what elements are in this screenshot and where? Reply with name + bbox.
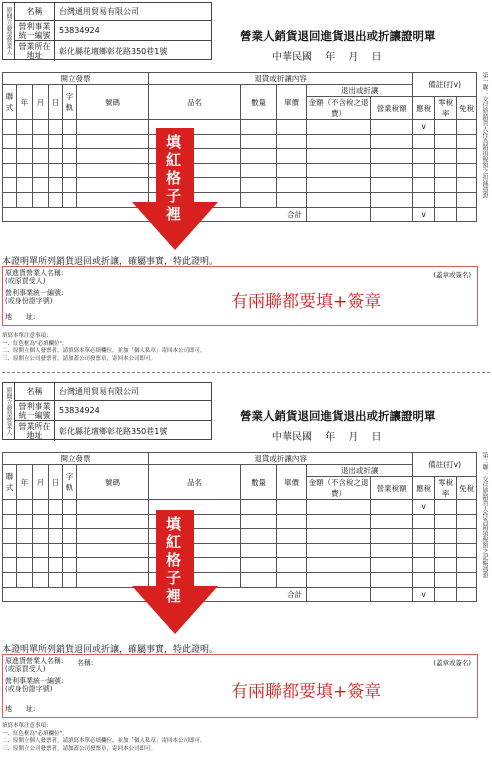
statement-text: 本證明單所列銷貨退回或折讓，確屬事實，特此證明。 bbox=[2, 257, 219, 267]
seal-label: (蓋章或簽名) bbox=[433, 271, 471, 279]
col-number: 號碼 bbox=[77, 85, 149, 120]
col-day: 日 bbox=[49, 85, 63, 120]
col-type: 聯式 bbox=[3, 85, 17, 120]
form-title: 營業人銷貨退回進貨退出或折讓證明單 bbox=[240, 409, 436, 423]
col-track: 字軌 bbox=[63, 465, 77, 500]
seller-taxid-row bbox=[15, 401, 211, 421]
group-return-header: 退貨或折讓內容 bbox=[149, 73, 413, 85]
seller-taxid-label: 營利事業統一編號 bbox=[15, 21, 55, 40]
col-month: 月 bbox=[33, 85, 49, 120]
seller-taxid-label: 營利事業統一編號 bbox=[15, 401, 55, 420]
note-line: 三、原開立公司發票者，請加蓋公司發票章，寄回本公司即可。 bbox=[2, 355, 157, 362]
arrow-annotation-text: 填紅格子裡 bbox=[164, 134, 182, 224]
buyer-name-sub-label: (或原買受人) bbox=[5, 277, 46, 285]
seller-name-value[interactable]: 台灣通用貿易有限公司 bbox=[59, 7, 139, 16]
group-remark-header: 備註(打v) bbox=[413, 453, 477, 477]
table-row[interactable] bbox=[3, 192, 477, 207]
col-price: 單價 bbox=[277, 85, 307, 120]
col-item: 品名 bbox=[149, 85, 241, 120]
sub-amount-header: 退出或折讓 bbox=[307, 85, 413, 97]
note-line: 填寫本單注意事項： bbox=[2, 333, 52, 339]
check-taxable[interactable]: v bbox=[413, 500, 435, 515]
buyer-name-short-label: 名稱: bbox=[77, 659, 94, 667]
buyer-tax-label: 營利事業統一編號: bbox=[5, 677, 64, 685]
col-month: 月 bbox=[33, 465, 49, 500]
col-year: 年 bbox=[17, 85, 33, 120]
col-price: 單價 bbox=[277, 465, 307, 500]
total-label: 合計 bbox=[3, 207, 307, 222]
side-note: 第一聯：交付原銷貨人作為銷項稅額之扣減憑證 bbox=[481, 72, 488, 198]
group-invoice-header: 開立發票 bbox=[3, 73, 149, 85]
seller-info-box bbox=[2, 2, 212, 60]
col-qty: 數量 bbox=[241, 85, 277, 120]
notes-block bbox=[2, 333, 206, 363]
col-tax: 營業稅額 bbox=[371, 477, 413, 500]
table-row[interactable] bbox=[3, 178, 477, 193]
arrow-annotation-text: 填紅格子裡 bbox=[164, 516, 182, 606]
seller-addr-label: 營業所在地址 bbox=[15, 41, 55, 61]
seller-addr-value[interactable]: 彰化縣花壇鄉彰花路350巷1號 bbox=[59, 46, 168, 56]
group-remark-header: 備註(打v) bbox=[413, 73, 477, 97]
col-type: 聯式 bbox=[3, 465, 17, 500]
col-year: 年 bbox=[17, 465, 33, 500]
seller-taxid-row bbox=[15, 21, 211, 41]
col-qty: 數量 bbox=[241, 465, 277, 500]
form-copy-2 bbox=[0, 380, 492, 761]
seller-taxid-value[interactable]: 53834924 bbox=[59, 406, 100, 415]
seller-addr-value[interactable]: 彰化縣花壇鄉彰花路350巷1號 bbox=[59, 426, 168, 436]
return-items-table bbox=[2, 452, 477, 602]
check-taxable[interactable]: v bbox=[413, 120, 435, 135]
buyer-info-box[interactable] bbox=[2, 654, 478, 718]
table-total-row bbox=[3, 587, 477, 602]
table-row[interactable] bbox=[3, 163, 477, 178]
table-row[interactable] bbox=[3, 134, 477, 149]
notice-text: 有兩聯都要填+簽章 bbox=[231, 292, 382, 312]
seller-vertical-label: 原開立發票營業人 bbox=[3, 3, 15, 59]
col-tax: 營業稅額 bbox=[371, 97, 413, 120]
col-exempt: 免稅 bbox=[457, 97, 477, 120]
seller-name-row bbox=[15, 383, 211, 401]
buyer-name-sub-label: (或原買受人) bbox=[5, 665, 46, 673]
buyer-tax-label: 營利事業統一編號: bbox=[5, 289, 64, 297]
seller-name-row bbox=[15, 3, 211, 21]
buyer-addr-label: 地 址: bbox=[5, 313, 36, 321]
group-return-header: 退貨或折讓內容 bbox=[149, 453, 413, 465]
col-taxable: 應稅 bbox=[413, 97, 435, 120]
form-copy-1 bbox=[0, 0, 492, 372]
seller-name-label: 名稱 bbox=[15, 3, 55, 20]
group-invoice-header: 開立發票 bbox=[3, 453, 149, 465]
buyer-name-label: 原進貨營業人名稱: bbox=[5, 269, 64, 277]
check-taxable-total[interactable]: v bbox=[413, 207, 435, 222]
table-row[interactable] bbox=[3, 543, 477, 558]
statement-text: 本證明單所列銷貨退回或折讓，確屬事實，特此證明。 bbox=[2, 645, 219, 655]
col-amount: 金額（不含稅之退費） bbox=[308, 98, 369, 118]
buyer-tax-sub-label: (或身份證字號) bbox=[5, 297, 53, 305]
note-line: 三、原開立公司發票者，請加蓋公司發票章，寄回本公司即可。 bbox=[2, 745, 157, 752]
seller-addr-label: 營業所在地址 bbox=[15, 421, 55, 441]
col-taxable: 應稅 bbox=[413, 477, 435, 500]
table-row[interactable] bbox=[3, 514, 477, 529]
seller-name-value[interactable]: 台灣通用貿易有限公司 bbox=[59, 387, 139, 396]
seller-info-box bbox=[2, 382, 212, 440]
table-row[interactable] bbox=[3, 529, 477, 544]
seller-addr-row bbox=[15, 421, 211, 441]
seller-addr-row bbox=[15, 41, 211, 61]
seal-label: (蓋章或簽名) bbox=[433, 659, 471, 667]
col-exempt: 免稅 bbox=[457, 477, 477, 500]
form-title: 營業人銷貨退回進貨退出或折讓證明單 bbox=[240, 29, 436, 43]
seller-vertical-label: 原開立發票營業人 bbox=[3, 383, 15, 439]
check-taxable-total[interactable]: v bbox=[413, 587, 435, 602]
notes-block bbox=[2, 723, 206, 753]
note-line: 一、紅色框為"必填欄位"。 bbox=[2, 340, 68, 347]
table-row[interactable] bbox=[3, 120, 477, 135]
col-item: 品名 bbox=[149, 465, 241, 500]
col-amount: 金額（不含稅之退費） bbox=[308, 478, 369, 498]
side-note: 第二聯：交付原銷貨人作為銷項稅額之記帳憑證 bbox=[481, 452, 488, 578]
buyer-name-label: 原進貨營業人名稱: bbox=[5, 657, 64, 665]
col-zero-rate: 零稅率 bbox=[435, 97, 457, 120]
total-label: 合計 bbox=[3, 587, 307, 602]
table-total-row bbox=[3, 207, 477, 222]
form-date-line: 中華民國 年 月 日 bbox=[272, 432, 382, 443]
table-row[interactable] bbox=[3, 572, 477, 587]
note-line: 一、紅色框為"必填欄位"。 bbox=[2, 730, 68, 737]
note-line: 填寫本單注意事項： bbox=[2, 723, 52, 729]
return-items-table bbox=[2, 72, 477, 222]
copy-divider bbox=[2, 372, 490, 373]
notice-text: 有兩聯都要填+簽章 bbox=[231, 682, 382, 702]
note-line: 二、原開立個人發票者，請填寫本單必填欄位，並加「個人私章」寄回本公司即可。 bbox=[2, 738, 206, 744]
seller-name-label: 名稱 bbox=[15, 383, 55, 400]
sub-amount-header: 退出或折讓 bbox=[307, 465, 413, 477]
table-row[interactable] bbox=[3, 149, 477, 164]
col-day: 日 bbox=[49, 465, 63, 500]
buyer-addr-label: 地 址: bbox=[5, 705, 36, 713]
col-number: 號碼 bbox=[77, 465, 149, 500]
note-line: 二、原開立個人發票者，請填寫本單必填欄位，並加「個人私章」寄回本公司即可。 bbox=[2, 348, 206, 354]
buyer-info-box[interactable] bbox=[2, 266, 478, 326]
form-date-line: 中華民國 年 月 日 bbox=[272, 52, 382, 63]
buyer-tax-sub-label: (或身份證字號) bbox=[5, 685, 53, 693]
col-track: 字軌 bbox=[63, 85, 77, 120]
table-row[interactable] bbox=[3, 558, 477, 573]
seller-taxid-value[interactable]: 53834924 bbox=[59, 26, 100, 35]
table-row[interactable] bbox=[3, 500, 477, 515]
col-zero-rate: 零稅率 bbox=[435, 477, 457, 500]
